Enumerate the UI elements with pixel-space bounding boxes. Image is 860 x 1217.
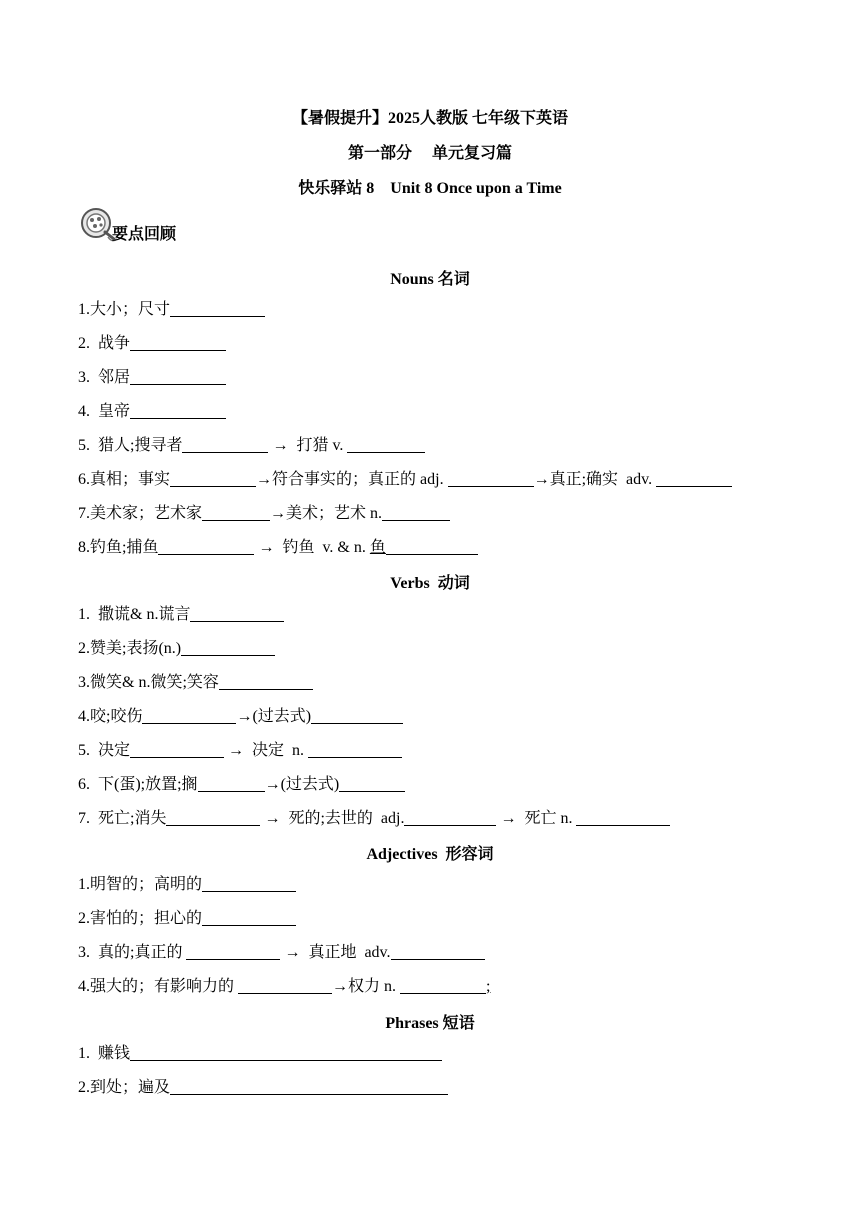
answer-blank[interactable] <box>202 875 296 892</box>
category-nouns: Nouns 名词 <box>390 271 470 288</box>
document-title: 【暑假提升】2025人教版 七年级下英语 <box>291 110 568 127</box>
item-derivation: →(过去式) <box>236 708 312 725</box>
answer-blank[interactable] <box>202 909 296 926</box>
phrase-item-1 <box>78 1044 442 1064</box>
answer-blank[interactable] <box>576 809 670 826</box>
item-prompt: 7.美术家；艺术家 <box>78 505 203 522</box>
verb-item-3 <box>78 673 313 693</box>
answer-blank[interactable] <box>186 943 280 960</box>
noun-item-7 <box>78 504 450 524</box>
answer-blank[interactable] <box>130 741 224 758</box>
answer-blank[interactable] <box>202 504 270 521</box>
noun-item-2 <box>78 334 226 354</box>
item-prompt: 5. 猎人;搜寻者 <box>78 437 183 454</box>
adjective-item-2 <box>78 909 296 929</box>
item-prompt: 2.到处；遍及 <box>78 1079 171 1096</box>
noun-item-6 <box>78 470 732 490</box>
item-prompt: 6. 下(蛋);放置;搁 <box>78 776 198 793</box>
review-section-header <box>78 205 176 245</box>
noun-item-1 <box>78 300 265 320</box>
answer-blank[interactable] <box>400 977 486 994</box>
answer-blank[interactable] <box>238 977 332 994</box>
item-prompt: 2.赞美;表扬(n.) <box>78 640 182 657</box>
item-derivation: → 决定 n. <box>228 742 305 759</box>
item-derivation: → 死亡 n. <box>500 810 573 827</box>
answer-blank[interactable] <box>130 368 226 385</box>
answer-blank[interactable] <box>190 605 284 622</box>
item-punctuation: ; <box>486 978 491 995</box>
adjective-item-1 <box>78 875 296 895</box>
item-prompt: 2.害怕的；担心的 <box>78 910 203 927</box>
answer-blank[interactable] <box>347 436 425 453</box>
noun-item-8 <box>78 538 478 558</box>
answer-blank[interactable] <box>170 300 265 317</box>
answer-blank[interactable] <box>219 673 313 690</box>
adjective-item-4 <box>78 977 490 997</box>
verb-item-7 <box>78 809 670 829</box>
answer-blank[interactable] <box>130 1044 442 1061</box>
category-verbs: Verbs 动词 <box>390 575 470 592</box>
unit-heading: 快乐驿站 8 Unit 8 Once upon a Time <box>298 180 562 197</box>
item-derivation: →美术；艺术 n. <box>270 505 383 522</box>
phrase-item-2 <box>78 1078 448 1098</box>
item-derivation: →(过去式) <box>264 776 340 793</box>
item-prompt: 1. 赚钱 <box>78 1045 131 1062</box>
item-prompt: 5. 决定 <box>78 742 131 759</box>
adjective-item-3 <box>78 943 485 963</box>
answer-blank[interactable] <box>170 470 256 487</box>
noun-item-3 <box>78 368 226 388</box>
answer-blank[interactable] <box>166 809 260 826</box>
noun-item-4 <box>78 402 226 422</box>
verb-item-5 <box>78 741 402 761</box>
answer-blank[interactable] <box>158 538 254 555</box>
item-prompt: 4.咬;咬伤 <box>78 708 143 725</box>
section-label: 要点回顾 <box>112 226 177 243</box>
item-prompt: 4. 皇帝 <box>78 403 131 420</box>
answer-blank[interactable] <box>181 639 275 656</box>
item-prompt: 1.明智的；高明的 <box>78 876 203 893</box>
answer-blank[interactable] <box>182 436 268 453</box>
item-prompt: 1. 撒谎& n.谎言 <box>78 606 191 623</box>
item-derivation: → 死的;去世的 adj. <box>264 810 405 827</box>
answer-blank[interactable] <box>391 943 485 960</box>
item-derivation: → 真正地 adv. <box>284 944 391 961</box>
item-derivation: →真正;确实 adv. <box>533 471 653 488</box>
part-heading: 第一部分 单元复习篇 <box>347 145 512 162</box>
answer-blank[interactable] <box>198 775 265 792</box>
item-derivation: → 打猎 v. <box>272 437 344 454</box>
item-prompt: 4.强大的；有影响力的 <box>78 978 235 995</box>
item-prompt: 6.真相；事实 <box>78 471 171 488</box>
item-derivation: 鱼 <box>369 539 386 556</box>
item-prompt: 7. 死亡;消失 <box>78 810 167 827</box>
answer-blank[interactable] <box>448 470 534 487</box>
item-prompt: 2. 战争 <box>78 335 131 352</box>
answer-blank[interactable] <box>170 1078 448 1095</box>
item-derivation: →权力 n. <box>332 978 397 995</box>
answer-blank[interactable] <box>130 334 226 351</box>
answer-blank[interactable] <box>404 809 496 826</box>
answer-blank[interactable] <box>311 707 403 724</box>
item-prompt: 8.钓鱼;捕鱼 <box>78 539 159 556</box>
answer-blank[interactable] <box>308 741 402 758</box>
item-prompt: 3. 邻居 <box>78 369 131 386</box>
verb-item-1 <box>78 605 284 625</box>
answer-blank[interactable] <box>382 504 450 521</box>
item-prompt: 3. 真的;真正的 <box>78 944 183 961</box>
answer-blank[interactable] <box>339 775 405 792</box>
category-adjectives: Adjectives 形容词 <box>366 846 494 863</box>
answer-blank[interactable] <box>142 707 236 724</box>
noun-item-5 <box>78 436 425 456</box>
item-derivation: → 钓鱼 v. & n. <box>258 539 366 556</box>
item-prompt: 3.微笑& n.微笑;笑容 <box>78 674 219 691</box>
item-derivation: →符合事实的；真正的 adj. <box>256 471 444 488</box>
answer-blank[interactable] <box>386 538 478 555</box>
item-prompt: 1.大小；尺寸 <box>78 301 171 318</box>
answer-blank[interactable] <box>656 470 732 487</box>
verb-item-6 <box>78 775 405 795</box>
verb-item-4 <box>78 707 403 727</box>
category-phrases: Phrases 短语 <box>385 1015 475 1032</box>
answer-blank[interactable] <box>130 402 226 419</box>
verb-item-2 <box>78 639 275 659</box>
